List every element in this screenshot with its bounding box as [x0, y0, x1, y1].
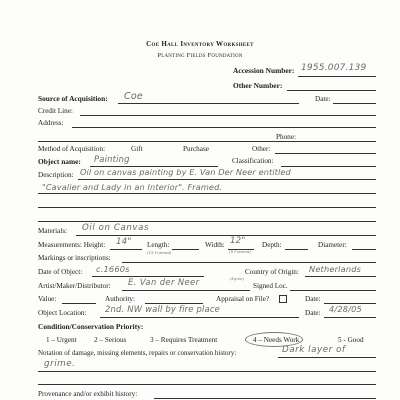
location-date-label: Date:	[305, 309, 321, 317]
country-of-origin-label: Country of Origin:	[245, 268, 299, 276]
condition-priority-heading: Condition/Conservation Priority:	[38, 322, 144, 331]
notation-line-1	[278, 357, 376, 358]
classification-line[interactable]	[281, 166, 376, 167]
notation-value-line-1[interactable]: Dark layer of	[282, 345, 346, 355]
worksheet-title: Coe Hall Inventory Worksheet	[146, 40, 254, 48]
materials-value[interactable]: Oil on Canvas	[82, 223, 150, 233]
acquisition-date-label: Date:	[315, 95, 331, 103]
foundation-name: Planting Fields Foundation	[157, 52, 243, 59]
authority-label: Authority:	[105, 295, 135, 303]
address-label: Address:	[38, 119, 64, 127]
location-date-value[interactable]: 4/28/05	[329, 304, 362, 314]
notation-line-3[interactable]	[38, 384, 376, 385]
materials-label: Materials:	[38, 227, 68, 235]
length-label: Length:	[147, 241, 170, 249]
width-value[interactable]: 12"	[230, 236, 246, 246]
country-of-origin-value[interactable]: Netherlands	[309, 264, 362, 274]
date-of-object-value[interactable]: c.1660s	[96, 264, 130, 274]
credit-line-line[interactable]	[80, 115, 376, 116]
artist-first-name-note: (Eglon)	[230, 277, 245, 281]
date-of-object-label: Date of Object:	[38, 268, 83, 276]
provenance-line[interactable]	[154, 398, 376, 399]
condition-option-requires-treatment[interactable]: 3 – Requires Treatment	[150, 336, 218, 344]
source-line	[118, 103, 299, 104]
artist-label: Artist/Maker/Distributor:	[38, 282, 111, 290]
description-line-1	[78, 179, 376, 180]
object-name-label: Object name:	[38, 157, 81, 166]
credit-line-label: Credit Line:	[38, 107, 73, 115]
condition-option-serious[interactable]: 2 – Serious	[94, 336, 127, 344]
depth-line[interactable]	[285, 249, 308, 250]
appraisal-checkbox[interactable]	[279, 295, 287, 303]
height-line	[110, 249, 142, 250]
other-number-label: Other Number:	[233, 81, 283, 90]
other-number-line[interactable]	[287, 90, 376, 91]
address-line-1[interactable]	[72, 127, 376, 128]
method-other-line[interactable]	[275, 153, 376, 154]
notation-of-damage-label: Notation of damage, missing elements, repairs or conservation history:	[38, 349, 237, 357]
value-label: Value:	[38, 295, 57, 303]
height-value[interactable]: 14"	[116, 237, 132, 247]
classification-label: Classification:	[232, 157, 274, 165]
length-line[interactable]	[172, 249, 199, 250]
markings-label: Markings or inscriptions:	[38, 254, 111, 262]
description-value-line-2[interactable]: "Cavalier and Lady in an Interior". Framed.	[42, 182, 223, 192]
appraisal-date-label: Date:	[305, 295, 321, 303]
method-other[interactable]: Other:	[252, 145, 271, 153]
condition-option-good[interactable]: 5 - Good	[338, 336, 364, 344]
description-line-3[interactable]	[38, 207, 376, 208]
signed-loc-label: Signed Loc.	[253, 282, 288, 290]
source-of-acquisition-value[interactable]: Coe	[124, 91, 143, 102]
markings-line[interactable]	[122, 262, 376, 263]
object-name-value[interactable]: Painting	[94, 154, 130, 164]
location-date-line	[324, 317, 376, 318]
notation-value-line-2[interactable]: grime.	[44, 359, 76, 369]
measurements-height-label: Measurements: Height:	[38, 241, 106, 249]
description-value-line-1[interactable]: Oil on canvas painting by E. Van Der Neer entitled	[80, 167, 291, 177]
method-gift[interactable]: Gift	[131, 145, 143, 153]
artist-value[interactable]: E. Van der Neer	[128, 277, 200, 287]
width-line	[228, 249, 254, 250]
signed-loc-line[interactable]	[290, 290, 376, 291]
phone-label: Phone:	[276, 133, 296, 141]
description-label: Description:	[38, 171, 74, 179]
accession-number-value[interactable]: 1955.007.139	[301, 63, 367, 73]
notation-line-2	[38, 371, 376, 372]
appraisal-on-file-label: Appraisal on File?	[216, 295, 270, 303]
accession-number-line	[298, 76, 376, 77]
artist-line	[122, 290, 250, 291]
condition-option-urgent[interactable]: 1 – Urgent	[46, 336, 77, 344]
diameter-label: Diameter:	[318, 241, 347, 249]
width-framed-note: (9 Framed)	[229, 250, 251, 254]
acquisition-date-line[interactable]	[333, 103, 376, 104]
object-location-value[interactable]: 2nd. NW wall by fire place	[105, 304, 220, 314]
phone-line[interactable]	[301, 141, 376, 142]
provenance-label: Provenance and/or exhibit history:	[38, 390, 138, 398]
condition-option-needs-work[interactable]: 4 – Needs Work	[253, 336, 300, 344]
source-of-acquisition-label: Source of Acquisition:	[38, 94, 108, 103]
width-label: Width:	[205, 241, 225, 249]
accession-number-label: Accession Number:	[233, 66, 295, 75]
materials-line	[76, 235, 376, 236]
method-of-acquisition-label: Method of Acquisition:	[38, 145, 106, 153]
length-framed-note: (15 Framed)	[147, 251, 172, 255]
description-line-4[interactable]	[38, 221, 376, 222]
description-line-2	[38, 193, 376, 194]
country-line	[305, 276, 376, 277]
depth-label: Depth:	[262, 241, 282, 249]
method-purchase[interactable]: Purchase	[183, 145, 209, 153]
object-location-label: Object Location:	[38, 309, 87, 317]
diameter-line[interactable]	[352, 249, 376, 250]
object-location-line	[100, 317, 299, 318]
value-line[interactable]	[62, 303, 96, 304]
